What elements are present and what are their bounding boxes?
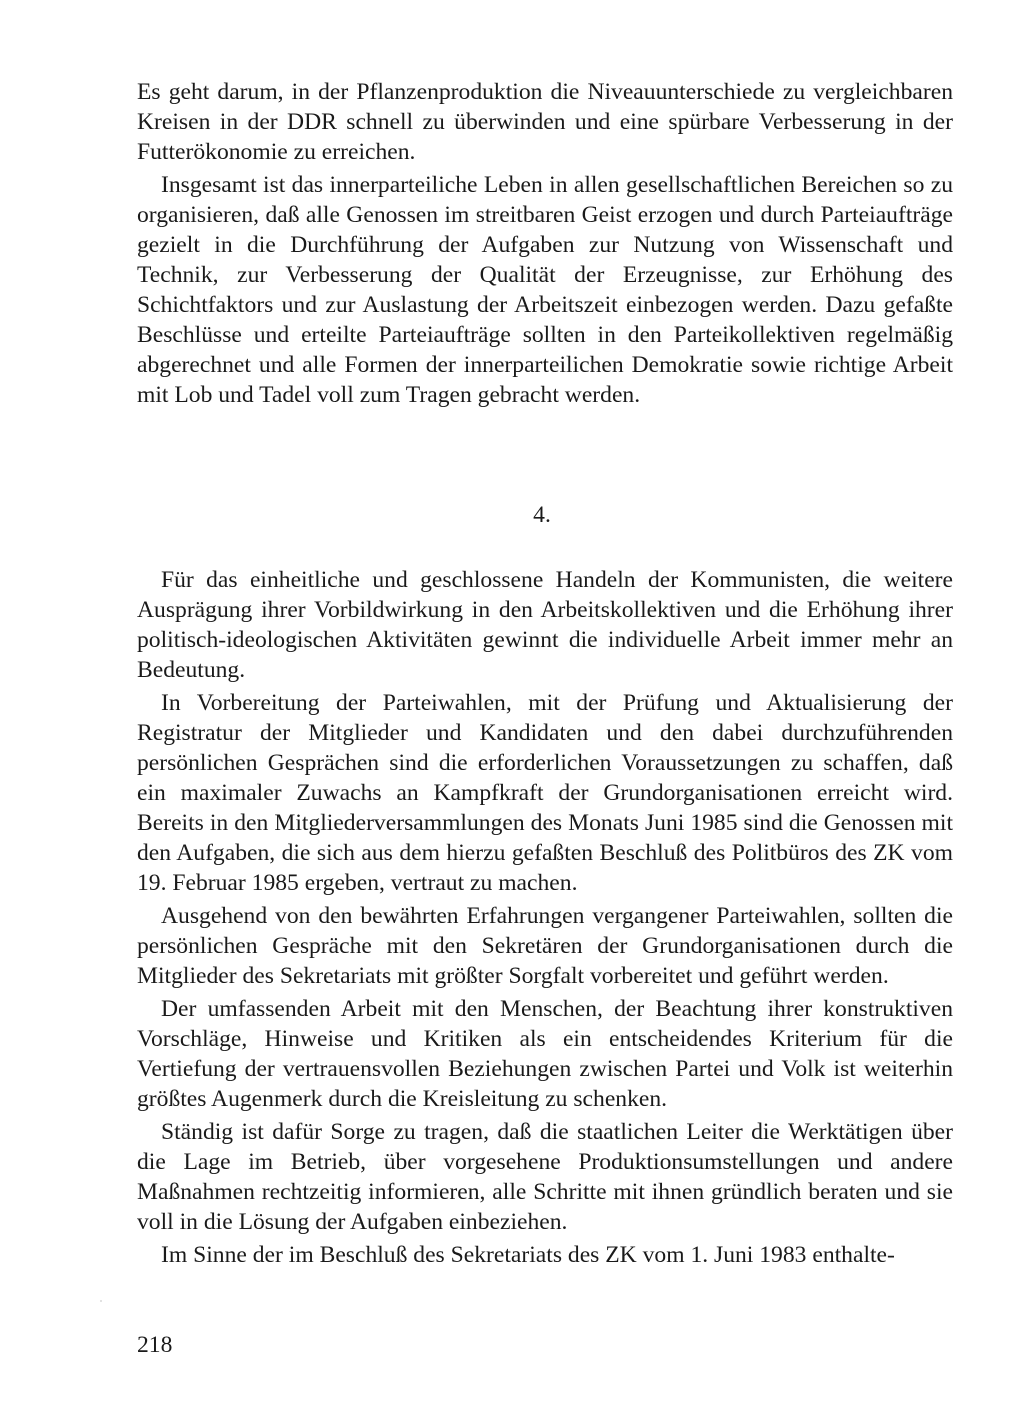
paragraph: In Vorbereitung der Parteiwahlen, mit der Prüfung und Aktualisierung der Registratur der Mitglieder und Kandidaten und den dabei durchzuführenden persönlichen Gesprächen sind die erforderlichen Voraussetzungen zu schaffen, daß ein maximaler Zuwachs an Kampfkraft der Grundorganisationen erreicht wird. Bereits in den Mitgliederversammlungen des Monats Juni 1985 sind die Genossen mit den Aufgaben, die sich aus dem hierzu gefaßten Beschluß des Politbüros des ZK vom 19. Februar 1985 ergeben, vertraut zu machen. xyxy=(137,690,953,896)
paragraph: Ständig ist dafür Sorge zu tragen, daß die staatlichen Leiter die Werktätigen über die Lage im Betrieb, über vorgesehene Produktionsumstellungen und andere Maßnahmen rechtzeitig informieren, alle Schritte mit ihnen gründlich beraten und sie voll in die Lösung der Aufgaben einbeziehen. xyxy=(137,1119,953,1235)
paragraph: Insgesamt ist das innerparteiliche Leben in allen gesellschaftlichen Bereichen so zu organisieren, daß alle Genossen im streitbaren Geist erzogen und durch Parteiaufträge gezielt in die Durchführung der Aufgaben zur Nutzung von Wissenschaft und Technik, zur Verbesserung der Qualität der Erzeugnisse, zur Erhöhung des Schichtfaktors und zur Auslastung der Arbeitszeit einbezogen werden. Dazu gefaßte Beschlüsse und erteilte Parteiaufträge sollten in den Parteikollektiven regelmäßig abgerechnet und alle Formen der innerparteilichen Demokratie sowie richtige Arbeit mit Lob und Tadel voll zum Tragen gebracht werden. xyxy=(137,172,953,408)
paragraph: Im Sinne der im Beschluß des Sekretariats des ZK vom 1. Juni 1983 enthalte- xyxy=(161,1242,895,1268)
scan-speck xyxy=(100,1300,102,1302)
paragraph: Für das einheitliche und geschlossene Handeln der Kommunisten, die weitere Ausprägung ihrer Vorbildwirkung in den Arbeitskollektiven und die Erhöhung ihrer politisch-ideologischen Aktivitäten gewinnt die individuelle Arbeit immer mehr an Bedeutung. xyxy=(137,567,953,683)
section-2-text xyxy=(137,565,953,1273)
paragraph: Ausgehend von den bewährten Erfahrungen vergangener Parteiwahlen, sollten die persönlichen Gespräche mit den Sekretären der Grundorganisationen durch die Mitglieder des Sekretariats mit größter Sorgfalt vorbereitet und geführt werden. xyxy=(137,903,953,989)
section-1-text xyxy=(137,77,953,413)
section-number: 4. xyxy=(533,502,551,528)
paragraph: Der umfassenden Arbeit mit den Menschen, der Beachtung ihrer konstruktiven Vorschläge, Hinweise und Kritiken als ein entscheidendes Kriterium für die Vertiefung der vertrauensvollen Beziehungen zwischen Partei und Volk ist weiterhin größtes Augenmerk durch die Kreisleitung zu schenken. xyxy=(137,996,953,1112)
page-number: 218 xyxy=(137,1332,173,1358)
paragraph: Es geht darum, in der Pflanzenproduktion die Niveauunterschiede zu vergleichbaren Kreisen in der DDR schnell zu überwinden und eine spürbare Verbesserung in der Futterökonomie zu erreichen. xyxy=(137,79,953,165)
